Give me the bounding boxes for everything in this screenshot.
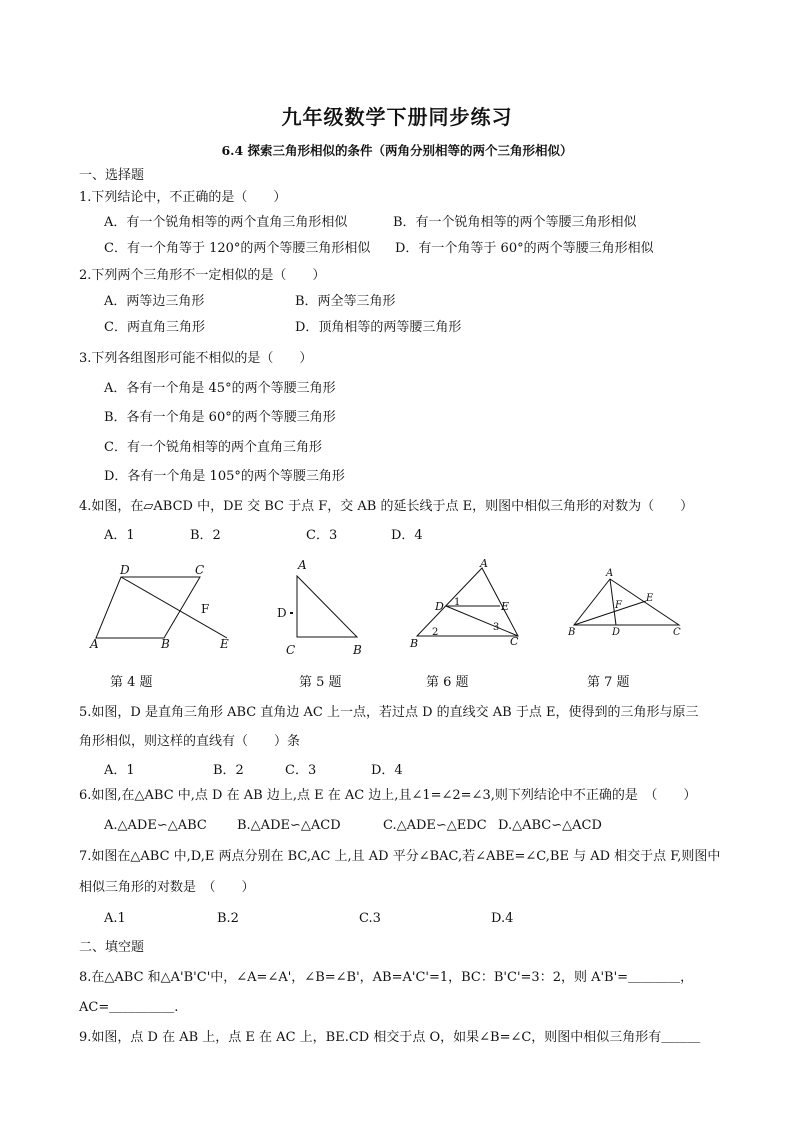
q6-option-a: A.△ADE∽△ABC bbox=[104, 818, 207, 833]
fig4-label-e: E bbox=[220, 637, 229, 651]
fig6-angle-3: 3 bbox=[493, 622, 500, 633]
q4-option-b: B．2 bbox=[190, 528, 221, 543]
fig7-label-b: B bbox=[568, 627, 576, 638]
fig4-label-d: D bbox=[120, 563, 130, 577]
fig6-angle-1: 1 bbox=[454, 597, 461, 608]
q7-option-d: D.4 bbox=[491, 911, 514, 926]
q8-line1: 8.在△ABC 和△A'B'C'中，∠A=∠A'，∠B=∠B'，AB=A'C'=1，BC：B'C'=3：2，则 A'B'=＿＿＿＿， bbox=[79, 970, 694, 985]
fig5-label-c: C bbox=[286, 643, 296, 657]
q1-option-d: D．有一个角等于 60°的两个等腰三角形相似 bbox=[395, 241, 654, 256]
q5-stem-line1: 5.如图，D 是直角三角形 ABC 直角边 AC 上一点，若过点 D 的直线交 AB 于点 E，使得到的三角形与原三 bbox=[79, 705, 699, 720]
q2-option-c: C．两直角三角形 bbox=[104, 320, 205, 335]
section-heading-fill: 二、填空题 bbox=[79, 940, 145, 955]
q1-stem: 1.下列结论中，不正确的是（ ） bbox=[79, 190, 287, 205]
q8-line2: AC=＿＿＿＿＿. bbox=[79, 1000, 179, 1015]
fig4-label-a: A bbox=[90, 637, 99, 651]
fig7-label-e: E bbox=[646, 593, 654, 604]
fig6-label-b: B bbox=[410, 637, 419, 650]
fig6-label-a: A bbox=[480, 558, 488, 570]
q7-stem-line2: 相似三角形的对数是 （ ） bbox=[79, 880, 255, 895]
q1-option-c: C．有一个角等于 120°的两个等腰三角形相似 bbox=[104, 241, 371, 256]
fig6-label-e: E bbox=[501, 600, 510, 613]
figure-5-caption: 第 5 题 bbox=[299, 675, 342, 690]
q4-option-c: C．3 bbox=[306, 528, 338, 543]
q3-option-a: A．各有一个角是 45°的两个等腰三角形 bbox=[104, 381, 336, 396]
fig6-label-d: D bbox=[435, 600, 444, 613]
fig5-label-d: D bbox=[277, 606, 287, 620]
page-title: 九年级数学下册同步练习 bbox=[281, 105, 513, 129]
q3-option-d: D．各有一个角是 105°的两个等腰三角形 bbox=[104, 469, 345, 484]
figure-4-parallelogram bbox=[84, 558, 244, 656]
fig7-label-d: D bbox=[612, 627, 621, 638]
q4-option-a: A．1 bbox=[104, 528, 135, 543]
q2-option-b: B．两全等三角形 bbox=[295, 294, 396, 309]
q6-option-d: D.△ABC∽△ACD bbox=[498, 818, 602, 833]
figure-4-caption: 第 4 题 bbox=[110, 675, 153, 690]
fig4-label-c: C bbox=[195, 563, 205, 577]
fig5-label-b: B bbox=[353, 643, 362, 657]
fig4-label-b: B bbox=[161, 637, 170, 651]
figure-5-right-triangle bbox=[272, 556, 372, 662]
figure-7-caption: 第 7 题 bbox=[587, 675, 630, 690]
q3-stem: 3.下列各组图形可能不相似的是（ ） bbox=[79, 351, 313, 366]
q2-option-d: D．顶角相等的两等腰三角形 bbox=[295, 320, 462, 335]
q2-option-a: A．两等边三角形 bbox=[104, 294, 205, 309]
fig5-label-a: A bbox=[298, 558, 307, 572]
q6-option-b: B.△ADE∽△ACD bbox=[237, 818, 341, 833]
q3-option-c: C．有一个锐角相等的两个直角三角形 bbox=[104, 440, 322, 455]
q4-stem: 4.如图，在▱ABCD 中，DE 交 BC 于点 F，交 AB 的延长线于点 E，则图中相似三角形的对数为（ ） bbox=[79, 499, 694, 514]
q7-option-c: C.3 bbox=[359, 911, 381, 926]
q5-option-a: A．1 bbox=[104, 763, 135, 778]
q6-option-c: C.△ADE∽△EDC bbox=[383, 818, 487, 833]
fig4-label-f: F bbox=[201, 602, 210, 616]
q1-option-b: B．有一个锐角相等的两个等腰三角形相似 bbox=[393, 215, 637, 230]
q3-option-b: B．各有一个角是 60°的两个等腰三角形 bbox=[104, 410, 336, 425]
q6-stem: 6.如图,在△ABC 中,点 D 在 AB 边上,点 E 在 AC 边上,且∠1=∠2=∠3,则下列结论中不正确的是 （ ） bbox=[79, 788, 697, 803]
q1-option-a: A．有一个锐角相等的两个直角三角形相似 bbox=[104, 215, 348, 230]
figure-7-triangle bbox=[562, 564, 692, 646]
q7-option-b: B.2 bbox=[217, 911, 239, 926]
page-subtitle: 6.4 探索三角形相似的条件（两角分别相等的两个三角形相似） bbox=[221, 143, 573, 158]
figure-6-triangle bbox=[404, 558, 529, 652]
fig7-label-f: F bbox=[615, 600, 622, 611]
fig7-label-a: A bbox=[606, 568, 614, 579]
section-heading-choice: 一、选择题 bbox=[79, 168, 145, 183]
q7-stem-line1: 7.如图在△ABC 中,D,E 两点分别在 BC,AC 上,且 AD 平分∠BAC,若∠ABE=∠C,BE 与 AD 相交于点 F,则图中 bbox=[79, 849, 721, 864]
q7-option-a: A.1 bbox=[104, 911, 126, 926]
fig6-label-c: C bbox=[510, 635, 519, 648]
figure-6-caption: 第 6 题 bbox=[426, 675, 469, 690]
q9-line1: 9.如图，点 D 在 AB 上，点 E 在 AC 上，BE.CD 相交于点 O，如果∠B=∠C，则图中相似三角形有＿＿＿ bbox=[79, 1030, 701, 1045]
q5-option-b: B．2 bbox=[213, 763, 244, 778]
q2-stem: 2.下列两个三角形不一定相似的是（ ） bbox=[79, 268, 326, 283]
q4-option-d: D．4 bbox=[391, 528, 423, 543]
q5-option-c: C．3 bbox=[285, 763, 317, 778]
fig6-angle-2: 2 bbox=[432, 627, 439, 638]
q5-stem-line2: 角形相似，则这样的直线有（ ）条 bbox=[79, 734, 301, 749]
q5-option-d: D．4 bbox=[371, 763, 403, 778]
fig7-label-c: C bbox=[673, 627, 681, 638]
